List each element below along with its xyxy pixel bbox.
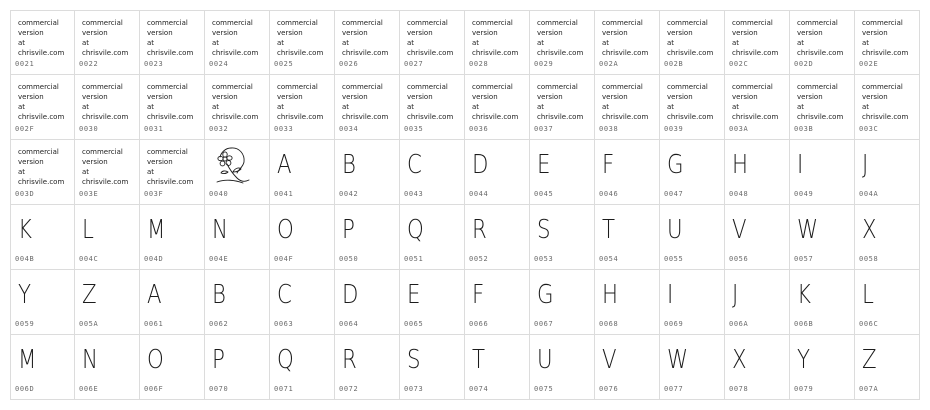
unicode-code-label: 002E xyxy=(859,60,879,68)
unicode-code-label: 0062 xyxy=(209,320,229,328)
placeholder-glyph-text: commercial version at chrisvile.com xyxy=(82,148,129,186)
glyph-cell-004e[interactable] xyxy=(205,205,270,270)
unicode-code-label: 0055 xyxy=(664,255,684,263)
glyph-char: I xyxy=(797,150,804,180)
glyph-cell-0046[interactable] xyxy=(595,140,660,205)
glyph-cell-0078[interactable] xyxy=(725,335,790,400)
unicode-code-label: 006B xyxy=(794,320,814,328)
glyph-char: W xyxy=(667,345,689,375)
glyph-cell-0076[interactable] xyxy=(595,335,660,400)
character-map-grid xyxy=(10,10,920,401)
glyph-cell-0053[interactable] xyxy=(530,205,595,270)
unicode-code-label: 0052 xyxy=(469,255,489,263)
placeholder-glyph-text: commercial version at chrisvile.com xyxy=(18,148,65,186)
placeholder-glyph-text: commercial version at chrisvile.com xyxy=(82,83,129,121)
glyph-char: E xyxy=(537,150,551,180)
glyph-cell-006d[interactable] xyxy=(10,335,75,400)
unicode-code-label: 0046 xyxy=(599,190,619,198)
glyph-cell-002e[interactable] xyxy=(855,10,920,75)
glyph-cell-0043[interactable] xyxy=(400,140,465,205)
placeholder-glyph-text: commercial version at chrisvile.com xyxy=(667,83,714,121)
unicode-code-label: 0070 xyxy=(209,385,229,393)
glyph-cell-0058[interactable] xyxy=(855,205,920,270)
unicode-code-label: 0042 xyxy=(339,190,359,198)
glyph-cell-0030[interactable] xyxy=(75,75,140,140)
unicode-code-label: 0043 xyxy=(404,190,424,198)
unicode-code-label: 0073 xyxy=(404,385,424,393)
glyph-char: X xyxy=(862,215,877,245)
glyph-cell-006c[interactable] xyxy=(855,270,920,335)
placeholder-glyph-text: commercial version at chrisvile.com xyxy=(277,83,324,121)
unicode-code-label: 0057 xyxy=(794,255,814,263)
glyph-cell-0074[interactable] xyxy=(465,335,530,400)
placeholder-glyph-text: commercial version at chrisvile.com xyxy=(602,19,649,57)
unicode-code-label: 0056 xyxy=(729,255,749,263)
glyph-cell-002d[interactable] xyxy=(790,10,855,75)
glyph-cell-0028[interactable] xyxy=(465,10,530,75)
glyph-cell-002b[interactable] xyxy=(660,10,725,75)
placeholder-glyph-text: commercial version at chrisvile.com xyxy=(862,19,909,57)
unicode-code-label: 0035 xyxy=(404,125,424,133)
unicode-code-label: 004C xyxy=(79,255,99,263)
unicode-code-label: 005A xyxy=(79,320,99,328)
unicode-code-label: 003F xyxy=(144,190,164,198)
glyph-cell-0056[interactable] xyxy=(725,205,790,270)
unicode-code-label: 0063 xyxy=(274,320,294,328)
glyph-char: K xyxy=(18,215,32,245)
glyph-cell-0063[interactable] xyxy=(270,270,335,335)
unicode-code-label: 0032 xyxy=(209,125,229,133)
glyph-char: C xyxy=(407,150,422,180)
unicode-code-label: 0074 xyxy=(469,385,489,393)
unicode-code-label: 0049 xyxy=(794,190,814,198)
placeholder-glyph-text: commercial version at chrisvile.com xyxy=(732,19,779,57)
unicode-code-label: 0071 xyxy=(274,385,294,393)
unicode-code-label: 003D xyxy=(15,190,35,198)
glyph-char: N xyxy=(212,215,228,245)
glyph-cell-0068[interactable] xyxy=(595,270,660,335)
glyph-cell-0069[interactable] xyxy=(660,270,725,335)
glyph-cell-004d[interactable] xyxy=(140,205,205,270)
unicode-code-label: 002C xyxy=(729,60,749,68)
glyph-char: Q xyxy=(277,345,294,375)
glyph-char: C xyxy=(277,280,292,310)
glyph-cell-0044[interactable] xyxy=(465,140,530,205)
glyph-cell-0026[interactable] xyxy=(335,10,400,75)
glyph-char: S xyxy=(537,215,551,245)
glyph-cell-0034[interactable] xyxy=(335,75,400,140)
placeholder-glyph-text: commercial version at chrisvile.com xyxy=(277,19,324,57)
glyph-char: T xyxy=(602,215,616,245)
placeholder-glyph-text: commercial version at chrisvile.com xyxy=(537,19,584,57)
glyph-cell-006f[interactable] xyxy=(140,335,205,400)
glyph-cell-003b[interactable] xyxy=(790,75,855,140)
placeholder-glyph-text: commercial version at chrisvile.com xyxy=(407,19,454,57)
unicode-code-label: 006D xyxy=(15,385,35,393)
unicode-code-label: 0025 xyxy=(274,60,294,68)
unicode-code-label: 003C xyxy=(859,125,879,133)
placeholder-glyph-text: commercial version at chrisvile.com xyxy=(732,83,779,121)
glyph-char: Y xyxy=(797,345,811,375)
glyph-char: T xyxy=(472,345,486,375)
glyph-cell-0077[interactable] xyxy=(660,335,725,400)
glyph-cell-0042[interactable] xyxy=(335,140,400,205)
glyph-char: V xyxy=(602,345,617,375)
unicode-code-label: 0061 xyxy=(144,320,164,328)
unicode-code-label: 002A xyxy=(599,60,619,68)
unicode-code-label: 0037 xyxy=(534,125,554,133)
glyph-cell-0079[interactable] xyxy=(790,335,855,400)
glyph-cell-006e[interactable] xyxy=(75,335,140,400)
placeholder-glyph-text: commercial version at chrisvile.com xyxy=(407,83,454,121)
glyph-cell-0025[interactable] xyxy=(270,10,335,75)
glyph-cell-0049[interactable] xyxy=(790,140,855,205)
glyph-cell-0052[interactable] xyxy=(465,205,530,270)
placeholder-glyph-text: commercial version at chrisvile.com xyxy=(18,19,65,57)
glyph-char: D xyxy=(342,280,359,310)
unicode-code-label: 007A xyxy=(859,385,879,393)
placeholder-glyph-text: commercial version at chrisvile.com xyxy=(147,148,194,186)
unicode-code-label: 0041 xyxy=(274,190,294,198)
glyph-cell-0070[interactable] xyxy=(205,335,270,400)
unicode-code-label: 003A xyxy=(729,125,749,133)
unicode-code-label: 004F xyxy=(274,255,294,263)
unicode-code-label: 003E xyxy=(79,190,99,198)
unicode-code-label: 0077 xyxy=(664,385,684,393)
glyph-char: M xyxy=(18,345,37,375)
unicode-code-label: 0027 xyxy=(404,60,424,68)
unicode-code-label: 0048 xyxy=(729,190,749,198)
unicode-code-label: 0021 xyxy=(15,60,35,68)
glyph-char: A xyxy=(147,280,162,310)
glyph-cell-002c[interactable] xyxy=(725,10,790,75)
glyph-char: G xyxy=(667,150,684,180)
unicode-code-label: 004E xyxy=(209,255,229,263)
unicode-code-label: 004A xyxy=(859,190,879,198)
glyph-char: K xyxy=(797,280,811,310)
glyph-cell-0031[interactable] xyxy=(140,75,205,140)
glyph-cell-003a[interactable] xyxy=(725,75,790,140)
glyph-cell-007a[interactable] xyxy=(855,335,920,400)
unicode-code-label: 004B xyxy=(15,255,35,263)
glyph-char: A xyxy=(277,150,292,180)
glyph-cell-0023[interactable] xyxy=(140,10,205,75)
glyph-char: M xyxy=(147,215,166,245)
unicode-code-label: 0039 xyxy=(664,125,684,133)
unicode-code-label: 0026 xyxy=(339,60,359,68)
unicode-code-label: 0024 xyxy=(209,60,229,68)
unicode-code-label: 0072 xyxy=(339,385,359,393)
glyph-char: G xyxy=(537,280,554,310)
placeholder-glyph-text: commercial version at chrisvile.com xyxy=(472,83,519,121)
glyph-char: H xyxy=(602,280,619,310)
glyph-cell-0051[interactable] xyxy=(400,205,465,270)
unicode-code-label: 006C xyxy=(859,320,879,328)
glyph-char: B xyxy=(342,150,356,180)
placeholder-glyph-text: commercial version at chrisvile.com xyxy=(147,83,194,121)
glyph-cell-0038[interactable] xyxy=(595,75,660,140)
unicode-code-label: 0034 xyxy=(339,125,359,133)
glyph-cell-003c[interactable] xyxy=(855,75,920,140)
glyph-char: P xyxy=(212,345,225,375)
glyph-cell-004c[interactable] xyxy=(75,205,140,270)
glyph-char: H xyxy=(732,150,749,180)
glyph-cell-0033[interactable] xyxy=(270,75,335,140)
placeholder-glyph-text: commercial version at chrisvile.com xyxy=(147,19,194,57)
unicode-code-label: 0022 xyxy=(79,60,99,68)
glyph-char: L xyxy=(82,215,94,245)
unicode-code-label: 0064 xyxy=(339,320,359,328)
glyph-cell-0054[interactable] xyxy=(595,205,660,270)
glyph-char: Q xyxy=(407,215,424,245)
unicode-code-label: 0053 xyxy=(534,255,554,263)
glyph-char: Y xyxy=(18,280,32,310)
unicode-code-label: 002D xyxy=(794,60,814,68)
unicode-code-label: 0040 xyxy=(209,190,229,198)
unicode-code-label: 002F xyxy=(15,125,35,133)
glyph-char: L xyxy=(862,280,874,310)
unicode-code-label: 0038 xyxy=(599,125,619,133)
glyph-cell-0059[interactable] xyxy=(10,270,75,335)
placeholder-glyph-text: commercial version at chrisvile.com xyxy=(342,83,389,121)
unicode-code-label: 0054 xyxy=(599,255,619,263)
glyph-cell-0040[interactable] xyxy=(205,140,270,205)
glyph-cell-0067[interactable] xyxy=(530,270,595,335)
glyph-cell-0041[interactable] xyxy=(270,140,335,205)
glyph-cell-0022[interactable] xyxy=(75,10,140,75)
glyph-cell-0036[interactable] xyxy=(465,75,530,140)
glyph-cell-006a[interactable] xyxy=(725,270,790,335)
glyph-cell-0073[interactable] xyxy=(400,335,465,400)
glyph-char: O xyxy=(277,215,294,245)
glyph-cell-006b[interactable] xyxy=(790,270,855,335)
placeholder-glyph-text: commercial version at chrisvile.com xyxy=(797,19,844,57)
glyph-char: E xyxy=(407,280,421,310)
placeholder-glyph-text: commercial version at chrisvile.com xyxy=(862,83,909,121)
glyph-cell-0050[interactable] xyxy=(335,205,400,270)
unicode-code-label: 0028 xyxy=(469,60,489,68)
glyph-cell-0027[interactable] xyxy=(400,10,465,75)
unicode-code-label: 0036 xyxy=(469,125,489,133)
placeholder-glyph-text: commercial version at chrisvile.com xyxy=(342,19,389,57)
glyph-cell-0029[interactable] xyxy=(530,10,595,75)
glyph-char: U xyxy=(537,345,553,375)
placeholder-glyph-text: commercial version at chrisvile.com xyxy=(82,19,129,57)
glyph-char: Z xyxy=(862,345,877,375)
unicode-code-label: 0047 xyxy=(664,190,684,198)
glyph-char: R xyxy=(342,345,357,375)
unicode-code-label: 0075 xyxy=(534,385,554,393)
unicode-code-label: 0045 xyxy=(534,190,554,198)
unicode-code-label: 0033 xyxy=(274,125,294,133)
unicode-code-label: 0068 xyxy=(599,320,619,328)
unicode-code-label: 0058 xyxy=(859,255,879,263)
glyph-char: O xyxy=(147,345,164,375)
glyph-cell-0021[interactable] xyxy=(10,10,75,75)
glyph-char: U xyxy=(667,215,683,245)
glyph-cell-002f[interactable] xyxy=(10,75,75,140)
glyph-cell-0057[interactable] xyxy=(790,205,855,270)
unicode-code-label: 0031 xyxy=(144,125,164,133)
unicode-code-label: 0023 xyxy=(144,60,164,68)
glyph-char: F xyxy=(472,280,485,310)
unicode-code-label: 006F xyxy=(144,385,164,393)
placeholder-glyph-text: commercial version at chrisvile.com xyxy=(667,19,714,57)
glyph-char: I xyxy=(667,280,674,310)
placeholder-glyph-text: commercial version at chrisvile.com xyxy=(537,83,584,121)
placeholder-glyph-text: commercial version at chrisvile.com xyxy=(212,83,259,121)
unicode-code-label: 0069 xyxy=(664,320,684,328)
glyph-char: D xyxy=(472,150,489,180)
unicode-code-label: 004D xyxy=(144,255,164,263)
glyph-char: S xyxy=(407,345,421,375)
unicode-code-label: 002B xyxy=(664,60,684,68)
glyph-cell-0024[interactable] xyxy=(205,10,270,75)
unicode-code-label: 0051 xyxy=(404,255,424,263)
placeholder-glyph-text: commercial version at chrisvile.com xyxy=(18,83,65,121)
unicode-code-label: 0059 xyxy=(15,320,35,328)
glyph-cell-0071[interactable] xyxy=(270,335,335,400)
unicode-code-label: 0079 xyxy=(794,385,814,393)
glyph-cell-0061[interactable] xyxy=(140,270,205,335)
unicode-code-label: 003B xyxy=(794,125,814,133)
glyph-cell-004a[interactable] xyxy=(855,140,920,205)
placeholder-glyph-text: commercial version at chrisvile.com xyxy=(602,83,649,121)
glyph-cell-003d[interactable] xyxy=(10,140,75,205)
glyph-char: B xyxy=(212,280,226,310)
unicode-code-label: 006E xyxy=(79,385,99,393)
glyph-cell-0032[interactable] xyxy=(205,75,270,140)
glyph-cell-003e[interactable] xyxy=(75,140,140,205)
glyph-cell-0037[interactable] xyxy=(530,75,595,140)
unicode-code-label: 0076 xyxy=(599,385,619,393)
unicode-code-label: 0066 xyxy=(469,320,489,328)
glyph-char: Z xyxy=(82,280,97,310)
glyph-cell-0066[interactable] xyxy=(465,270,530,335)
glyph-cell-0065[interactable] xyxy=(400,270,465,335)
unicode-code-label: 0029 xyxy=(534,60,554,68)
glyph-cell-0062[interactable] xyxy=(205,270,270,335)
glyph-cell-0039[interactable] xyxy=(660,75,725,140)
glyph-cell-003f[interactable] xyxy=(140,140,205,205)
glyph-char: W xyxy=(797,215,819,245)
glyph-char: J xyxy=(862,150,869,180)
glyph-char: R xyxy=(472,215,487,245)
glyph-char: F xyxy=(602,150,615,180)
unicode-code-label: 0078 xyxy=(729,385,749,393)
unicode-code-label: 0050 xyxy=(339,255,359,263)
unicode-code-label: 0065 xyxy=(404,320,424,328)
glyph-cell-0047[interactable] xyxy=(660,140,725,205)
glyph-char: N xyxy=(82,345,98,375)
glyph-char: J xyxy=(732,280,739,310)
glyph-cell-004b[interactable] xyxy=(10,205,75,270)
glyph-cell-0064[interactable] xyxy=(335,270,400,335)
glyph-cell-005a[interactable] xyxy=(75,270,140,335)
placeholder-glyph-text: commercial version at chrisvile.com xyxy=(212,19,259,57)
glyph-cell-0035[interactable] xyxy=(400,75,465,140)
glyph-cell-0045[interactable] xyxy=(530,140,595,205)
glyph-char: X xyxy=(732,345,747,375)
glyph-cell-002a[interactable] xyxy=(595,10,660,75)
unicode-code-label: 0067 xyxy=(534,320,554,328)
glyph-cell-0075[interactable] xyxy=(530,335,595,400)
glyph-cell-0048[interactable] xyxy=(725,140,790,205)
unicode-code-label: 0030 xyxy=(79,125,99,133)
glyph-cell-0072[interactable] xyxy=(335,335,400,400)
glyph-char: P xyxy=(342,215,355,245)
unicode-code-label: 006A xyxy=(729,320,749,328)
flower-dingbat-icon xyxy=(211,142,251,184)
glyph-cell-0055[interactable] xyxy=(660,205,725,270)
glyph-cell-004f[interactable] xyxy=(270,205,335,270)
unicode-code-label: 0044 xyxy=(469,190,489,198)
placeholder-glyph-text: commercial version at chrisvile.com xyxy=(472,19,519,57)
glyph-char: V xyxy=(732,215,747,245)
placeholder-glyph-text: commercial version at chrisvile.com xyxy=(797,83,844,121)
